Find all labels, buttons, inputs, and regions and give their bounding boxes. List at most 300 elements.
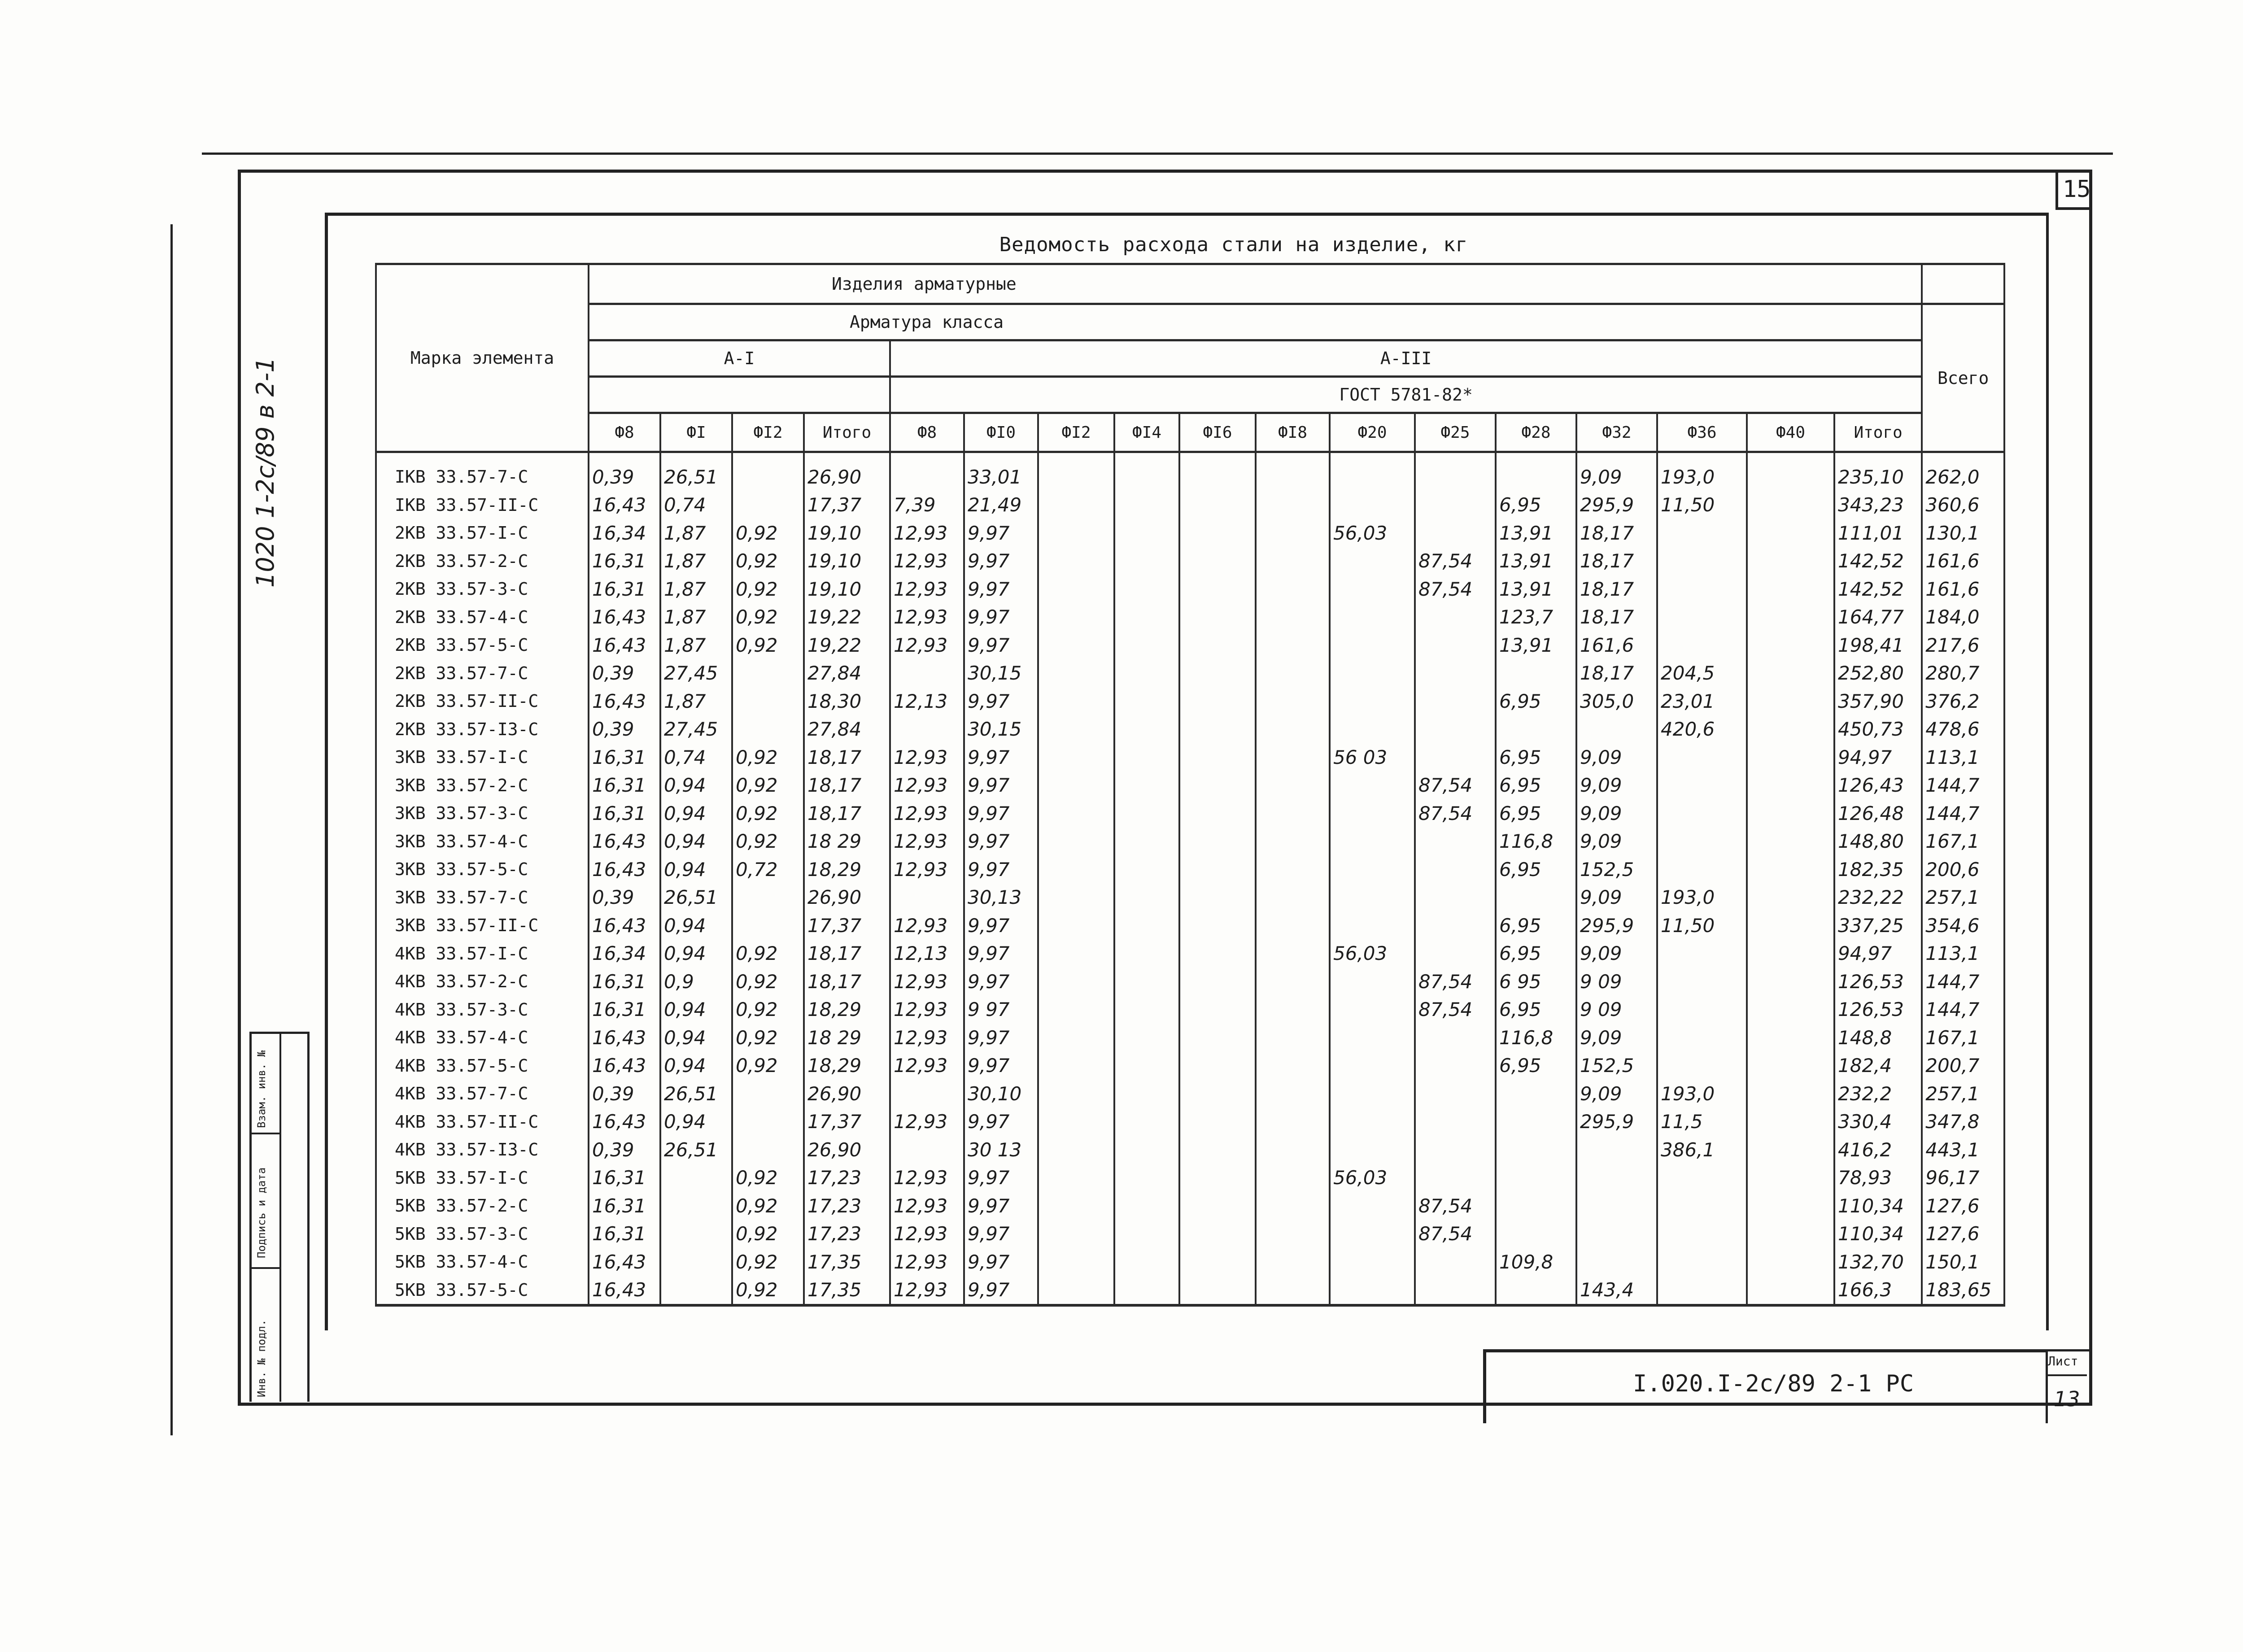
steel-mass-cell: 18,17: [1576, 547, 1657, 575]
steel-mass-cell: 9,97: [964, 940, 1038, 968]
steel-mass-cell: 6,95: [1496, 743, 1576, 772]
table-row: [376, 1164, 2004, 1192]
steel-mass-cell: [1657, 828, 1747, 856]
steel-mass-cell: 0,94: [660, 855, 732, 884]
steel-mass-cell: 152,5: [1576, 1052, 1657, 1080]
steel-mass-cell: 6,95: [1496, 855, 1576, 884]
steel-mass-cell: [1330, 1052, 1415, 1080]
steel-mass-cell: [1256, 772, 1330, 800]
steel-mass-cell: [660, 1164, 732, 1192]
steel-mass-cell: 0,92: [732, 1220, 804, 1248]
steel-mass-cell: [1038, 1108, 1114, 1136]
steel-mass-cell: 0,92: [732, 1052, 804, 1080]
steel-mass-cell: 0,92: [732, 631, 804, 659]
steel-mass-cell: 142,52: [1834, 547, 1922, 575]
steel-mass-cell: [1576, 1248, 1657, 1276]
steel-mass-cell: 110,34: [1834, 1192, 1922, 1220]
steel-mass-cell: [1496, 1192, 1576, 1220]
steel-mass-cell: [1496, 715, 1576, 744]
steel-mass-cell: [1330, 715, 1415, 744]
side-stamp-label: Подпись и дата: [255, 1167, 268, 1258]
steel-mass-cell: [732, 687, 804, 715]
steel-mass-cell: 12,93: [890, 828, 964, 856]
bar-diameter-header: ФI8: [1256, 413, 1330, 452]
steel-mass-cell: 0,92: [732, 1164, 804, 1192]
steel-mass-cell: [1330, 659, 1415, 688]
steel-mass-cell: 6,95: [1496, 940, 1576, 968]
steel-mass-cell: 343,23: [1834, 491, 1922, 519]
steel-mass-cell: 0,92: [732, 799, 804, 828]
steel-mass-cell: 0,92: [732, 1024, 804, 1052]
steel-mass-cell: 12,93: [890, 1220, 964, 1248]
steel-mass-cell: 87,54: [1415, 996, 1496, 1024]
steel-mass-cell: 148,8: [1834, 1024, 1922, 1052]
steel-mass-cell: [1114, 1080, 1179, 1108]
steel-mass-cell: 184,0: [1922, 603, 2004, 632]
class-a3-header: А-III: [890, 340, 1922, 377]
document-code: I.020.I-2с/89 2-1 РС: [1633, 1370, 1914, 1397]
steel-mass-cell: 116,8: [1496, 828, 1576, 856]
steel-mass-cell: [1747, 1024, 1834, 1052]
steel-mass-cell: [1256, 519, 1330, 547]
table-row: [376, 715, 2004, 744]
table-row: [376, 1108, 2004, 1136]
steel-mass-cell: 252,80: [1834, 659, 1922, 688]
steel-mass-cell: [1657, 996, 1747, 1024]
steel-mass-cell: 123,7: [1496, 603, 1576, 632]
bar-diameter-header: Ф8: [589, 413, 660, 452]
steel-mass-cell: 33,01: [964, 452, 1038, 491]
steel-mass-cell: 386,1: [1657, 1136, 1747, 1164]
steel-mass-cell: [890, 1080, 964, 1108]
steel-mass-cell: 295,9: [1576, 1108, 1657, 1136]
element-mark: 3КВ 33.57-5-С: [376, 855, 589, 884]
steel-mass-cell: [1038, 1192, 1114, 1220]
steel-mass-cell: [1179, 911, 1256, 940]
steel-mass-cell: [1496, 1220, 1576, 1248]
steel-mass-cell: [1496, 1136, 1576, 1164]
steel-mass-cell: [1747, 1108, 1834, 1136]
steel-mass-cell: 12,13: [890, 687, 964, 715]
steel-mass-cell: [1576, 1136, 1657, 1164]
steel-mass-cell: [1038, 1276, 1114, 1306]
steel-mass-cell: 200,6: [1922, 855, 2004, 884]
table-row: [376, 1080, 2004, 1108]
steel-mass-cell: 113,1: [1922, 743, 2004, 772]
steel-mass-cell: [1114, 1052, 1179, 1080]
steel-mass-cell: [1038, 828, 1114, 856]
steel-mass-cell: 144,7: [1922, 772, 2004, 800]
steel-mass-cell: [1576, 1192, 1657, 1220]
steel-mass-cell: 13,91: [1496, 575, 1576, 603]
steel-mass-cell: [1114, 603, 1179, 632]
steel-mass-cell: 16,43: [589, 1248, 660, 1276]
steel-mass-cell: 18,30: [804, 687, 890, 715]
steel-mass-cell: [1415, 603, 1496, 632]
element-mark: 5КВ 33.57-2-С: [376, 1192, 589, 1220]
steel-mass-cell: 182,35: [1834, 855, 1922, 884]
steel-mass-cell: [1657, 1024, 1747, 1052]
page-title: Ведомость расхода стали на изделие, кг: [999, 233, 1468, 256]
table-row: [376, 799, 2004, 828]
steel-mass-cell: 30 13: [964, 1136, 1038, 1164]
steel-mass-cell: 16,31: [589, 547, 660, 575]
steel-mass-cell: 16,31: [589, 1164, 660, 1192]
steel-mass-cell: [660, 1220, 732, 1248]
steel-mass-cell: [1330, 911, 1415, 940]
steel-mass-cell: [732, 1136, 804, 1164]
steel-mass-cell: 232,2: [1834, 1080, 1922, 1108]
steel-mass-cell: [1747, 1248, 1834, 1276]
steel-mass-cell: 12,93: [890, 1024, 964, 1052]
steel-mass-cell: [1179, 1108, 1256, 1136]
steel-mass-cell: [1114, 547, 1179, 575]
steel-mass-cell: [1114, 1108, 1179, 1136]
steel-mass-cell: 127,6: [1922, 1220, 2004, 1248]
steel-mass-cell: 18,17: [1576, 519, 1657, 547]
steel-mass-cell: 144,7: [1922, 968, 2004, 996]
steel-mass-cell: [1114, 828, 1179, 856]
steel-mass-cell: 17,37: [804, 911, 890, 940]
table-row: [376, 1248, 2004, 1276]
steel-mass-cell: [732, 452, 804, 491]
steel-mass-cell: 161,6: [1922, 575, 2004, 603]
steel-mass-cell: [1179, 855, 1256, 884]
table-row: [376, 687, 2004, 715]
bar-diameter-header: ФI6: [1179, 413, 1256, 452]
steel-mass-cell: 26,51: [660, 884, 732, 912]
steel-mass-cell: [1415, 1248, 1496, 1276]
steel-mass-cell: [1256, 715, 1330, 744]
steel-mass-cell: 87,54: [1415, 547, 1496, 575]
steel-mass-cell: [732, 659, 804, 688]
steel-mass-cell: 9,97: [964, 1108, 1038, 1136]
steel-mass-cell: [1256, 884, 1330, 912]
steel-mass-cell: [1179, 1080, 1256, 1108]
steel-mass-cell: [1747, 799, 1834, 828]
steel-mass-cell: 0,92: [732, 1276, 804, 1306]
steel-mass-cell: [1114, 799, 1179, 828]
steel-mass-cell: 420,6: [1657, 715, 1747, 744]
steel-mass-cell: [1179, 1164, 1256, 1192]
steel-mass-cell: 18,29: [804, 1052, 890, 1080]
steel-mass-cell: 164,77: [1834, 603, 1922, 632]
steel-mass-cell: 56 03: [1330, 743, 1415, 772]
steel-mass-cell: [1747, 968, 1834, 996]
steel-mass-cell: [1038, 491, 1114, 519]
steel-mass-cell: 13,91: [1496, 631, 1576, 659]
steel-mass-cell: 16,34: [589, 519, 660, 547]
steel-mass-cell: 198,41: [1834, 631, 1922, 659]
steel-mass-cell: 30,13: [964, 884, 1038, 912]
steel-mass-cell: 13,91: [1496, 547, 1576, 575]
steel-mass-cell: 26,90: [804, 452, 890, 491]
steel-mass-cell: 12,93: [890, 519, 964, 547]
steel-mass-cell: [1114, 659, 1179, 688]
steel-mass-cell: [1657, 1164, 1747, 1192]
steel-mass-cell: 0,94: [660, 940, 732, 968]
steel-mass-cell: 0,39: [589, 659, 660, 688]
steel-mass-cell: 1,87: [660, 519, 732, 547]
table-row: [376, 575, 2004, 603]
steel-mass-cell: [1415, 1164, 1496, 1192]
steel-mass-cell: 0,92: [732, 1192, 804, 1220]
steel-mass-cell: [1179, 659, 1256, 688]
element-mark: IКВ 33.57-7-С: [376, 452, 589, 491]
steel-mass-cell: 9,97: [964, 631, 1038, 659]
steel-mass-cell: [1747, 743, 1834, 772]
steel-mass-cell: 9,09: [1576, 799, 1657, 828]
side-stamp-label: Взам. инв. №: [255, 1050, 268, 1128]
steel-mass-cell: 12,93: [890, 547, 964, 575]
steel-mass-cell: 161,6: [1576, 631, 1657, 659]
steel-mass-cell: [1038, 968, 1114, 996]
steel-mass-cell: 111,01: [1834, 519, 1922, 547]
steel-mass-cell: 9,97: [964, 968, 1038, 996]
steel-mass-cell: 26,90: [804, 1080, 890, 1108]
steel-mass-cell: [1179, 575, 1256, 603]
table-row: [376, 772, 2004, 800]
steel-mass-cell: [1038, 715, 1114, 744]
steel-mass-cell: 12,93: [890, 996, 964, 1024]
steel-mass-cell: 9,97: [964, 1220, 1038, 1248]
steel-mass-cell: [1415, 452, 1496, 491]
class-header: Арматура класса: [589, 304, 1922, 340]
steel-mass-cell: 18,17: [804, 940, 890, 968]
steel-mass-cell: 1,87: [660, 547, 732, 575]
steel-mass-cell: [890, 659, 964, 688]
steel-mass-cell: [1576, 1164, 1657, 1192]
side-document-code: 1020 1-2с/89 в 2-1: [251, 357, 279, 588]
steel-mass-cell: 94,97: [1834, 743, 1922, 772]
steel-mass-cell: [1114, 772, 1179, 800]
steel-mass-cell: [1330, 603, 1415, 632]
steel-mass-cell: 360,6: [1922, 491, 2004, 519]
steel-mass-cell: [1114, 968, 1179, 996]
steel-mass-cell: [1330, 799, 1415, 828]
steel-mass-cell: 295,9: [1576, 491, 1657, 519]
steel-mass-cell: [1415, 1108, 1496, 1136]
steel-mass-cell: 110,34: [1834, 1220, 1922, 1248]
steel-mass-cell: 337,25: [1834, 911, 1922, 940]
steel-mass-cell: [1114, 1164, 1179, 1192]
steel-mass-cell: [1179, 1248, 1256, 1276]
steel-mass-cell: [1415, 743, 1496, 772]
bar-diameter-header: ФI2: [1038, 413, 1114, 452]
steel-mass-cell: 9,97: [964, 547, 1038, 575]
bar-diameter-header: Ф25: [1415, 413, 1496, 452]
steel-mass-cell: 19,10: [804, 519, 890, 547]
table-row: [376, 452, 2004, 491]
steel-mass-cell: 0,39: [589, 1136, 660, 1164]
table-row: [376, 940, 2004, 968]
steel-mass-cell: [1747, 659, 1834, 688]
steel-mass-cell: [1179, 884, 1256, 912]
steel-mass-cell: 9,97: [964, 1192, 1038, 1220]
steel-mass-cell: 19,10: [804, 547, 890, 575]
steel-mass-cell: [1747, 575, 1834, 603]
steel-mass-cell: 357,90: [1834, 687, 1922, 715]
steel-mass-cell: [1747, 715, 1834, 744]
steel-mass-cell: [1256, 1192, 1330, 1220]
steel-mass-cell: 18,17: [804, 968, 890, 996]
steel-mass-cell: [1496, 884, 1576, 912]
steel-mass-cell: 19,22: [804, 631, 890, 659]
steel-mass-cell: 9,97: [964, 1052, 1038, 1080]
steel-mass-cell: [1496, 1276, 1576, 1306]
steel-mass-cell: 9 09: [1576, 968, 1657, 996]
steel-mass-cell: [1747, 884, 1834, 912]
steel-mass-cell: 9,09: [1576, 772, 1657, 800]
steel-mass-cell: [1747, 1052, 1834, 1080]
steel-mass-cell: 0,94: [660, 799, 732, 828]
steel-mass-cell: [1038, 452, 1114, 491]
steel-mass-cell: 17,37: [804, 1108, 890, 1136]
steel-mass-cell: 9,97: [964, 1276, 1038, 1306]
bar-diameter-header: ФI: [660, 413, 732, 452]
element-mark: 3КВ 33.57-II-С: [376, 911, 589, 940]
steel-mass-cell: 0,94: [660, 828, 732, 856]
steel-mass-cell: 11,50: [1657, 491, 1747, 519]
steel-mass-cell: [1038, 547, 1114, 575]
steel-mass-cell: [1415, 1024, 1496, 1052]
table-row: [376, 1220, 2004, 1248]
steel-mass-cell: [1415, 491, 1496, 519]
steel-mass-cell: [1256, 940, 1330, 968]
steel-mass-cell: 127,6: [1922, 1192, 2004, 1220]
steel-mass-cell: [1114, 911, 1179, 940]
gost-header: ГОСТ 5781-82*: [890, 377, 1922, 413]
steel-mass-cell: [1657, 1052, 1747, 1080]
steel-mass-cell: [1330, 575, 1415, 603]
steel-mass-cell: 87,54: [1415, 1220, 1496, 1248]
steel-mass-cell: 0,39: [589, 1080, 660, 1108]
steel-mass-cell: 56,03: [1330, 519, 1415, 547]
element-mark: 3КВ 33.57-4-С: [376, 828, 589, 856]
element-mark: 4КВ 33.57-7-С: [376, 1080, 589, 1108]
steel-mass-cell: [1657, 547, 1747, 575]
bar-diameter-header: Ф8: [890, 413, 964, 452]
side-stamp-label: Инв. № подл.: [255, 1319, 268, 1397]
steel-mass-cell: 78,93: [1834, 1164, 1922, 1192]
table-row: [376, 855, 2004, 884]
steel-mass-cell: [1038, 575, 1114, 603]
table-row: [376, 996, 2004, 1024]
steel-mass-cell: 9,09: [1576, 884, 1657, 912]
steel-mass-cell: 183,65: [1922, 1276, 2004, 1306]
bar-diameter-header: ФI2: [732, 413, 804, 452]
steel-mass-cell: 9,97: [964, 828, 1038, 856]
steel-mass-cell: 16,43: [589, 911, 660, 940]
steel-mass-cell: 330,4: [1834, 1108, 1922, 1136]
steel-mass-cell: 19,10: [804, 575, 890, 603]
steel-mass-cell: 354,6: [1922, 911, 2004, 940]
element-mark: 5КВ 33.57-4-С: [376, 1248, 589, 1276]
steel-mass-cell: [1330, 631, 1415, 659]
steel-mass-cell: 113,1: [1922, 940, 2004, 968]
steel-mass-cell: [1657, 1276, 1747, 1306]
steel-mass-cell: [1415, 659, 1496, 688]
element-mark: 2КВ 33.57-3-С: [376, 575, 589, 603]
steel-mass-cell: [1657, 855, 1747, 884]
element-mark: 2КВ 33.57-2-С: [376, 547, 589, 575]
steel-mass-cell: 1,87: [660, 575, 732, 603]
element-mark: 4КВ 33.57-II-С: [376, 1108, 589, 1136]
steel-mass-cell: [1179, 452, 1256, 491]
steel-mass-cell: [1256, 911, 1330, 940]
element-mark: 4КВ 33.57-I-С: [376, 940, 589, 968]
steel-mass-cell: [1415, 631, 1496, 659]
steel-mass-cell: 12,93: [890, 1276, 964, 1306]
steel-mass-cell: [1747, 1080, 1834, 1108]
element-mark: 3КВ 33.57-7-С: [376, 884, 589, 912]
steel-mass-cell: [1415, 911, 1496, 940]
steel-mass-cell: 17,37: [804, 491, 890, 519]
steel-mass-cell: 87,54: [1415, 1192, 1496, 1220]
steel-mass-cell: [1114, 884, 1179, 912]
steel-mass-cell: 0,92: [732, 1248, 804, 1276]
steel-mass-cell: 1,87: [660, 687, 732, 715]
steel-mass-cell: 9,09: [1576, 452, 1657, 491]
steel-mass-cell: [1179, 996, 1256, 1024]
steel-mass-cell: 16,43: [589, 491, 660, 519]
table-row: [376, 547, 2004, 575]
steel-mass-cell: [890, 1136, 964, 1164]
steel-mass-cell: [1330, 996, 1415, 1024]
steel-mass-cell: 0,39: [589, 884, 660, 912]
steel-mass-cell: 0,74: [660, 491, 732, 519]
steel-mass-cell: [1330, 1248, 1415, 1276]
side-stamp: [249, 1032, 310, 1402]
steel-mass-cell: [1747, 1276, 1834, 1306]
steel-mass-cell: [1747, 996, 1834, 1024]
steel-mass-cell: [1415, 940, 1496, 968]
steel-mass-cell: 347,8: [1922, 1108, 2004, 1136]
element-mark: 5КВ 33.57-5-С: [376, 1276, 589, 1306]
steel-mass-cell: 16,31: [589, 1220, 660, 1248]
steel-mass-cell: 26,51: [660, 452, 732, 491]
steel-mass-cell: [1038, 855, 1114, 884]
steel-mass-cell: [1038, 659, 1114, 688]
steel-mass-cell: 18,17: [1576, 575, 1657, 603]
steel-mass-cell: [1657, 1220, 1747, 1248]
steel-mass-cell: 443,1: [1922, 1136, 2004, 1164]
bar-diameter-header: Ф32: [1576, 413, 1657, 452]
steel-mass-cell: 6,95: [1496, 491, 1576, 519]
steel-mass-cell: 6 95: [1496, 968, 1576, 996]
steel-mass-cell: 0,94: [660, 1024, 732, 1052]
class-a1-header: А-I: [589, 340, 890, 377]
element-mark: 3КВ 33.57-3-С: [376, 799, 589, 828]
steel-mass-cell: [1179, 715, 1256, 744]
table-row: [376, 1052, 2004, 1080]
steel-mass-cell: [1330, 491, 1415, 519]
steel-mass-cell: [1256, 687, 1330, 715]
steel-mass-cell: 0,92: [732, 772, 804, 800]
steel-mass-cell: 0,94: [660, 772, 732, 800]
steel-mass-cell: 56,03: [1330, 1164, 1415, 1192]
steel-mass-cell: [1415, 1080, 1496, 1108]
steel-mass-cell: 193,0: [1657, 1080, 1747, 1108]
steel-mass-cell: [1179, 491, 1256, 519]
steel-mass-cell: [890, 452, 964, 491]
steel-mass-cell: [1179, 519, 1256, 547]
steel-mass-cell: 0,92: [732, 968, 804, 996]
steel-mass-cell: [1256, 968, 1330, 996]
steel-mass-cell: 11,5: [1657, 1108, 1747, 1136]
steel-mass-cell: [1038, 743, 1114, 772]
steel-mass-cell: 144,7: [1922, 799, 2004, 828]
